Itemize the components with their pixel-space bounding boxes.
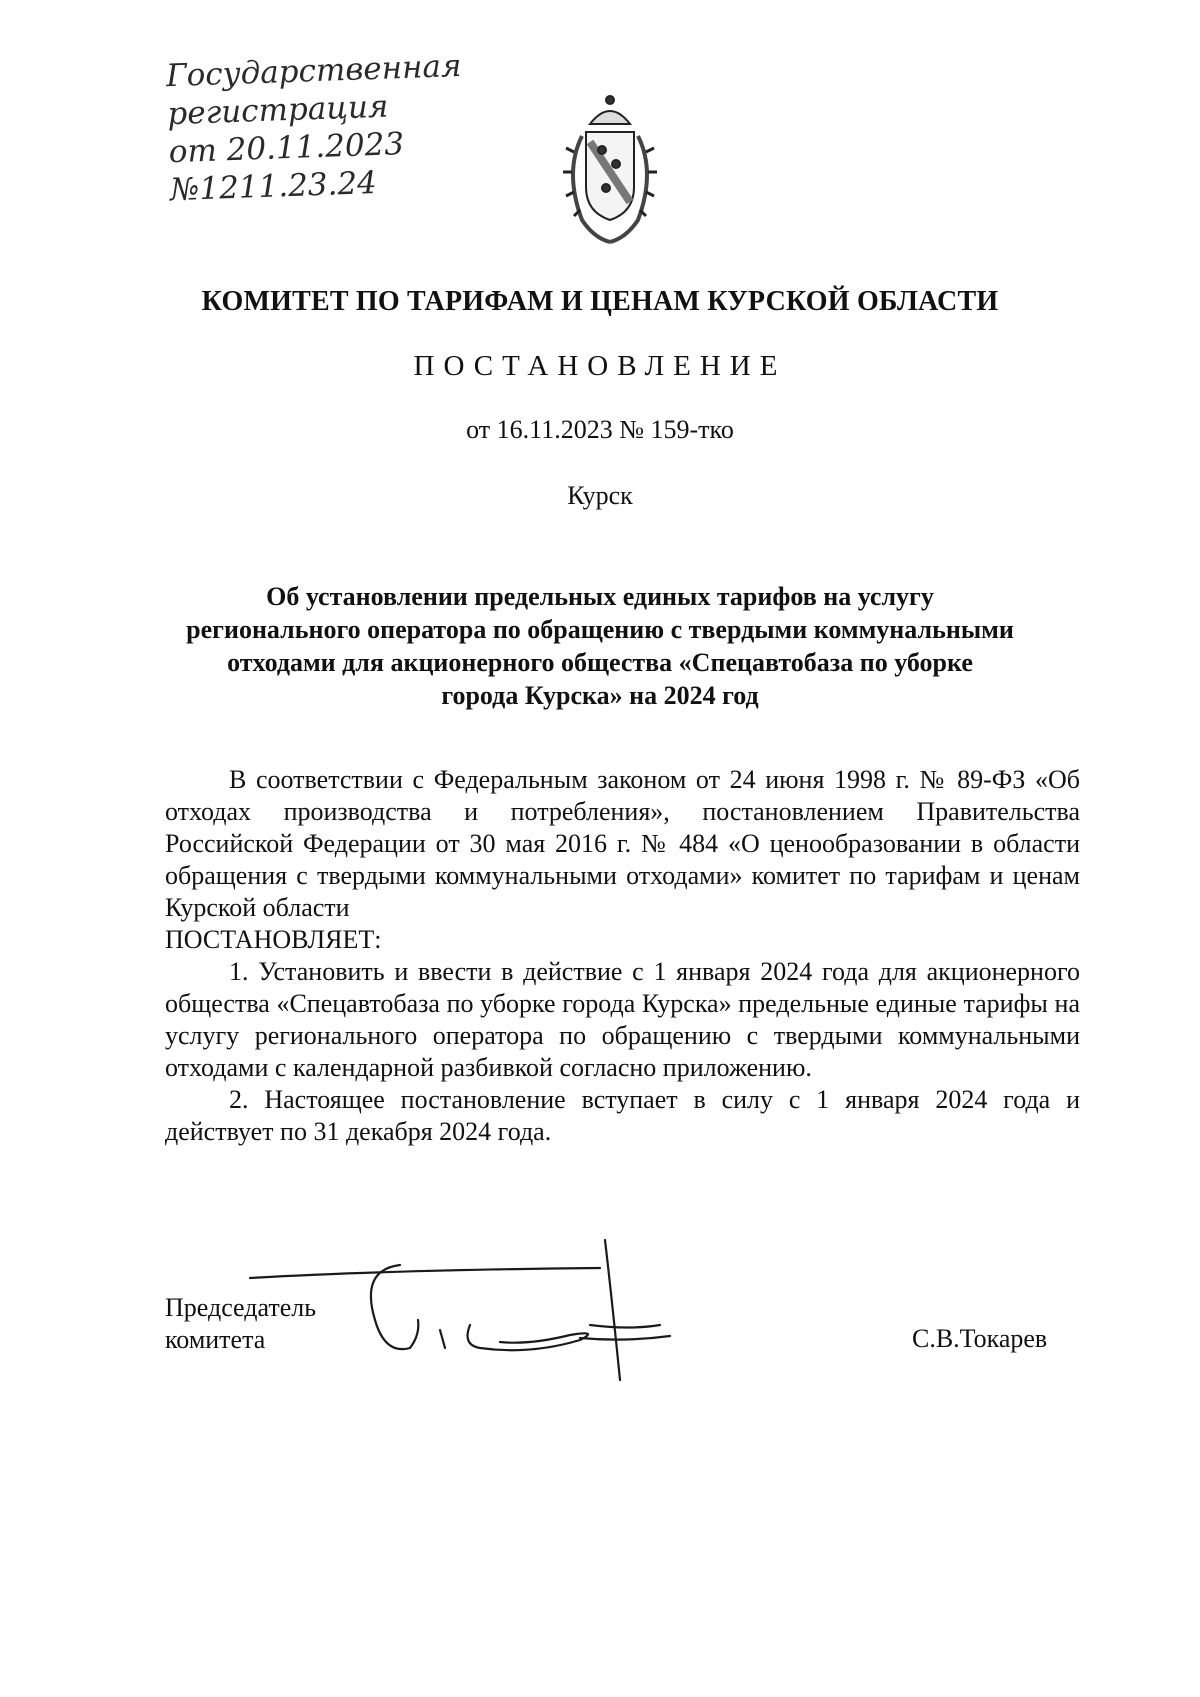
subject-line: отходами для акционерного общества «Спецавтобаза по уборке [227,648,973,677]
subject-line: города Курска» на 2024 год [441,681,759,710]
registration-note-line: регистрация [166,88,389,133]
registration-handwritten-note [165,47,470,209]
document-type: ПОСТАНОВЛЕНИЕ [413,350,787,382]
item-1-paragraph: 1. Установить и ввести в действие с 1 января 2024 года для акционерного общества «Спецавтобаза по уборке города Курска» предельные единые тарифы на услугу регионального оператора по обращению с твердыми коммунальными отходами с календарной разбивкой согласно приложению. [165,957,1080,1082]
signatory-name: С.В.Токарев [912,1324,1048,1353]
resolves-word: ПОСТАНОВЛЯЕТ: [165,925,382,954]
signatory-position-line: Председатель [165,1293,317,1322]
organization-name: КОМИТЕТ ПО ТАРИФАМ И ЦЕНАМ КУРСКОЙ ОБЛАСТИ [201,286,999,317]
coat-of-arms-icon [560,92,660,252]
subject-line: Об установлении предельных единых тарифов на услугу [266,582,934,611]
registration-note-line: Государственная [165,47,463,95]
registration-note-line: №1211.23.24 [169,164,378,209]
document-body [165,764,1080,1148]
document-date-number: от 16.11.2023 № 159-тко [466,415,734,444]
signatory-position-line: комитета [165,1325,266,1354]
handwritten-signature [240,1230,700,1390]
document-city: Курск [567,481,633,510]
item-2-paragraph: 2. Настоящее постановление вступает в силу с 1 января 2024 года и действует по 31 декабря 2024 года. [165,1085,1080,1146]
document-subject [150,580,1050,712]
preamble-paragraph: В соответствии с Федеральным законом от 24 июня 1998 г. № 89-ФЗ «Об отходах производства и потребления», постановлением Правительства Российской Федерации от 30 мая 2016 г. № 484 «О ценообразовании в области обращения с твердыми коммунальными отходами» комитет по тарифам и ценам Курской области [165,765,1080,922]
registration-note-line: от 20.11.2023 [168,126,405,171]
subject-line: регионального оператора по обращению с твердыми коммунальными [186,615,1014,644]
